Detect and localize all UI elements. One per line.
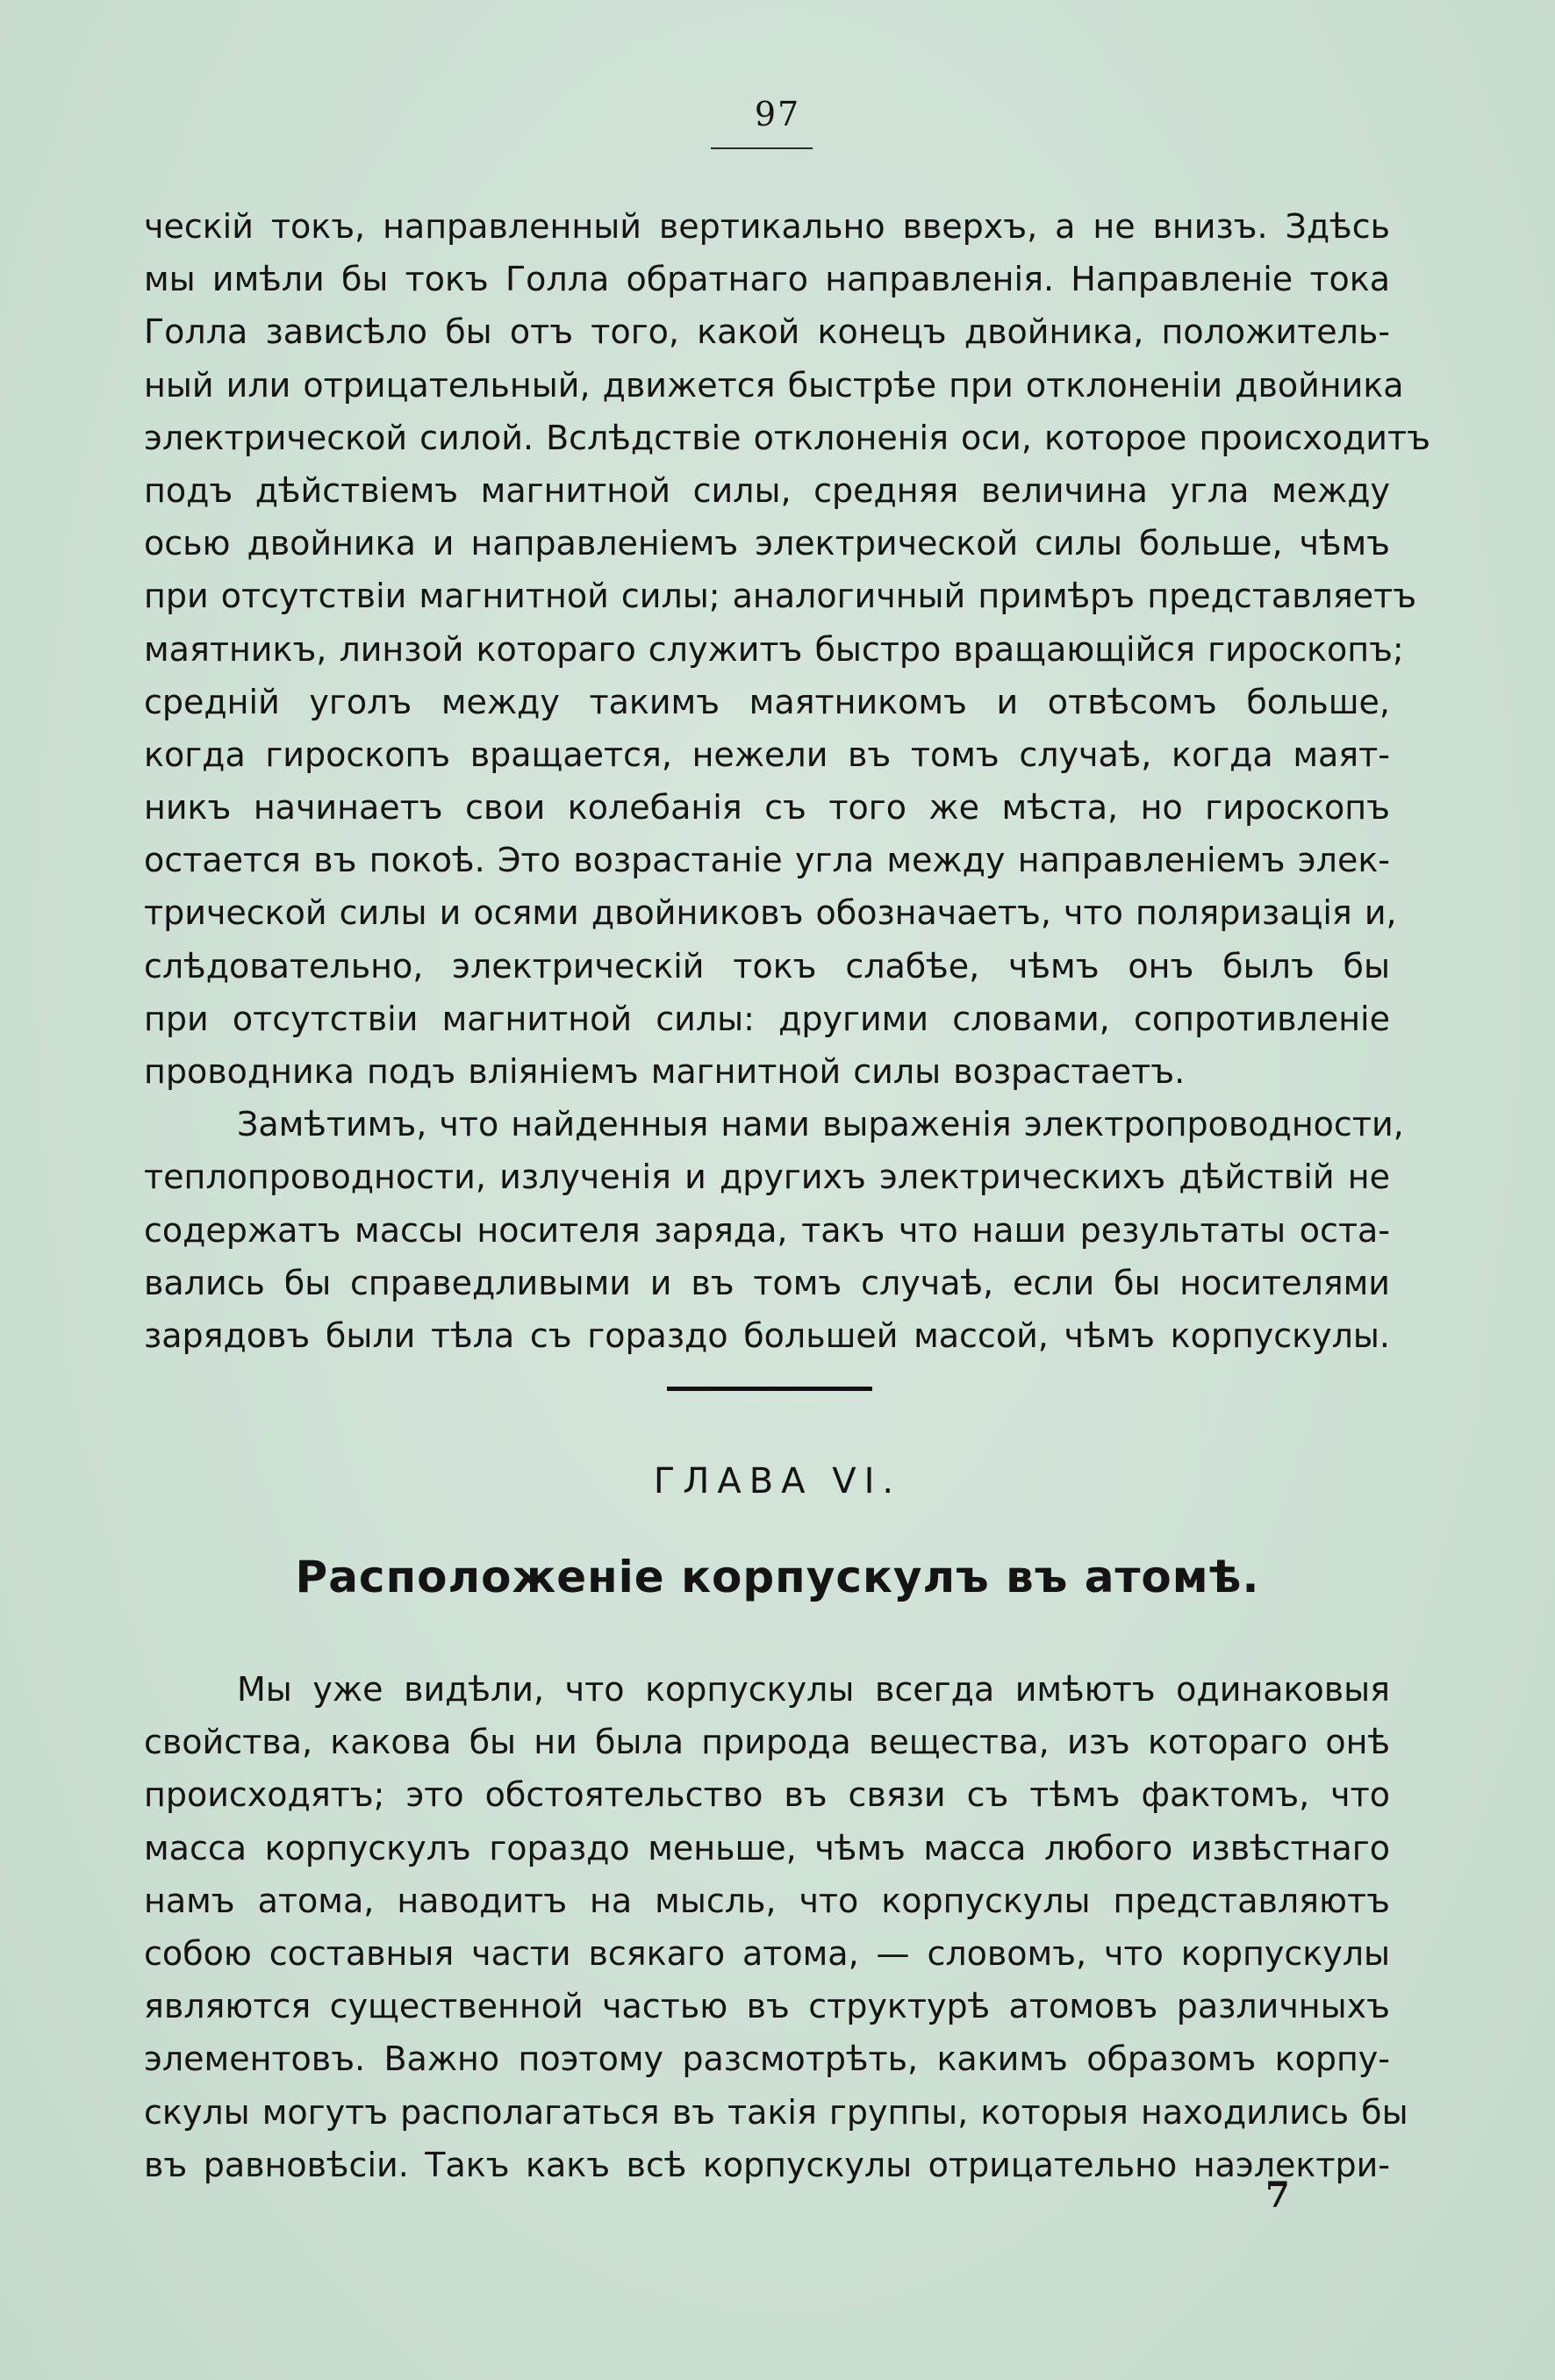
text-line: когда гироскопъ вращается, нежели въ томъ случаѣ, когда маят-	[144, 735, 1390, 774]
section-divider	[667, 1387, 872, 1391]
text-line: средній уголъ между такимъ маятникомъ и отвѣсомъ больше,	[144, 682, 1390, 721]
text-line: никъ начинаетъ свои колебанія съ того же мѣста, но гироскопъ	[144, 788, 1390, 828]
text-line: происходятъ; это обстоятельство въ связи съ тѣмъ фактомъ, что	[144, 1775, 1390, 1815]
sheet-signature-mark: 7	[1265, 2175, 1290, 2216]
text-line: Замѣтимъ, что найденныя нами выраженія электропроводности,	[237, 1105, 1404, 1144]
text-line: слѣдовательно, электрическій токъ слабѣе, чѣмъ онъ былъ бы	[144, 946, 1390, 986]
text-line: въ равновѣсіи. Такъ какъ всѣ корпускулы отрицательно наэлектри-	[144, 2145, 1390, 2184]
page-number-underline	[711, 147, 813, 149]
text-line: трической силы и осями двойниковъ обозначаетъ, что поляризація и,	[144, 893, 1397, 933]
chapter-heading: ГЛАВА VI.	[653, 1461, 902, 1502]
text-line: содержатъ массы носителя заряда, такъ что наши результаты оста-	[144, 1210, 1390, 1250]
text-line: теплопроводности, излученія и другихъ электрическихъ дѣйствій не	[144, 1158, 1390, 1197]
text-line: электрической силой. Вслѣдствіе отклоненія оси, которое происходитъ	[144, 418, 1430, 457]
text-line: проводника подъ вліяніемъ магнитной силы возрастаетъ.	[144, 1052, 1186, 1091]
text-line: мы имѣли бы токъ Голла обратнаго направленія. Направленіе тока	[144, 260, 1390, 299]
text-line: при отсутствіи магнитной силы: другими словами, сопротивленіе	[144, 999, 1390, 1038]
text-line: элементовъ. Важно поэтому разсмотрѣть, какимъ образомъ корпу-	[144, 2039, 1390, 2079]
paragraph-block-chapter-six	[144, 1663, 1408, 2191]
text-line: масса корпускулъ гораздо меньше, чѣмъ масса любого извѣстнаго	[144, 1828, 1390, 1867]
text-line: маятникъ, линзой котораго служитъ быстро вращающійся гироскопъ;	[144, 629, 1404, 669]
text-line: свойства, какова бы ни была природа вещества, изъ котораго онѣ	[144, 1723, 1390, 1762]
text-line: осью двойника и направленіемъ электрической силы больше, чѣмъ	[144, 524, 1390, 563]
text-line: вались бы справедливыми и въ томъ случаѣ, если бы носителями	[144, 1263, 1390, 1302]
chapter-title: Расположеніе корпускулъ въ атомѣ.	[295, 1552, 1260, 1602]
text-line: ный или отрицательный, движется быстрѣе при отклоненіи двойника	[144, 365, 1404, 405]
text-line: ческій токъ, направленный вертикально вверхъ, а не внизъ. Здѣсь	[144, 207, 1390, 246]
paragraph-block-continuation	[144, 200, 1430, 1362]
text-line: намъ атома, наводитъ на мысль, что корпускулы представляютъ	[144, 1881, 1390, 1920]
text-line: Голла зависѣло бы отъ того, какой конецъ двойника, положитель-	[144, 312, 1390, 352]
page-number: 97	[754, 95, 801, 133]
text-line: остается въ покоѣ. Это возрастаніе угла между направленіемъ элек-	[144, 841, 1390, 880]
text-line: Мы уже видѣли, что корпускулы всегда имѣютъ одинаковыя	[237, 1670, 1390, 1709]
text-line: зарядовъ были тѣла съ гораздо большей массой, чѣмъ корпускулы.	[144, 1315, 1390, 1355]
text-line: при отсутствіи магнитной силы; аналогичный примѣръ представляетъ	[144, 577, 1417, 616]
text-line: скулы могутъ располагаться въ такія группы, которыя находились бы	[144, 2092, 1408, 2132]
text-line: собою составныя части всякаго атома, — словомъ, что корпускулы	[144, 1933, 1390, 1973]
text-line: являются существенной частью въ структурѣ атомовъ различныхъ	[144, 1987, 1390, 2026]
text-line: подъ дѣйствіемъ магнитной силы, средняя величина угла между	[144, 470, 1390, 510]
